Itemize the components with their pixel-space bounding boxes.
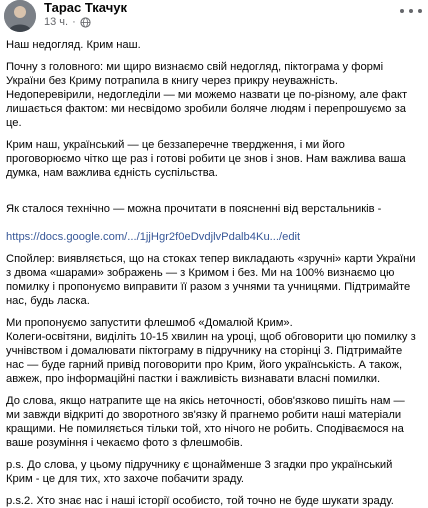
post-paragraph-with-link xyxy=(6,188,420,244)
post-paragraph: p.s.2. Хто знає нас і наші історії особисто, той точно не буде шукати зраду. xyxy=(6,495,394,507)
post-header xyxy=(0,0,428,34)
post-body xyxy=(6,38,420,508)
post-paragraph: Наш недогляд. Крим наш. xyxy=(6,39,141,51)
more-options-icon[interactable] xyxy=(400,4,422,18)
more-dot xyxy=(400,9,404,13)
post-meta xyxy=(44,16,91,29)
post-paragraph: Ми пропонуємо запустити флешмоб «Домалюй Крим». Колеги-освітяни, виділіть 10-15 хвилин на уроці, щоб обговорити цю помилку з учнівством і домалювати піктограму в підручнику на сторінці 3. Підтримайте нас — буде гарний привід поговорити про Крим, його українськість. А також, авжеж, про інформаційні пастки і важливість визнавати власні помилки. xyxy=(6,317,416,385)
avatar[interactable] xyxy=(4,0,36,32)
post-paragraph: Почну з головного: ми щиро визнаємо свій недогляд, піктограма у формі України без Криму потрапила в книгу через прикру неуважність. Недоперевірили, недогледіли — ми можемо назвати це по-різному, але факт лишається фактом: ми несвідомо зробили боляче людям і перепрошуємо за це. xyxy=(6,61,408,129)
meta-separator: · xyxy=(72,16,76,28)
globe-icon[interactable] xyxy=(80,17,91,28)
docs-link[interactable]: https://docs.google.com/.../1jjHgr2f0eDvdjlvPdalb4Ku.../edit xyxy=(6,231,301,243)
more-dot xyxy=(409,9,413,13)
post-paragraph: Спойлер: виявляється, що на стоках тепер викладають «зручні» карти України з двома «шарами» зображень — з Кримом і без. Ми на 100% визнаємо цю помилку і пропонуємо виправити її разом з учнями та учницями. Підтримайте нас, будь ласка. xyxy=(6,253,416,307)
author-name[interactable]: Тарас Ткачук xyxy=(44,0,128,15)
post-paragraph: Крим наш, український — це беззаперечне твердження, і ми його проговорюємо чітко ще раз і готові робити це знов і знов. Нам важлива ваша думка, нам важлива єдність суспільства. xyxy=(6,139,406,179)
post-paragraph-text: Як сталося технічно — можна прочитати в поясненні від верстальників - xyxy=(6,203,382,215)
post-paragraph: p.s. До слова, у цьому підручнику є щонайменше 3 згадки про український Крим - це для тих, хто захоче побачити зраду. xyxy=(6,459,393,485)
avatar-image xyxy=(4,0,36,32)
post-paragraph: До слова, якщо натрапите ще на якісь неточності, обов'язково пишіть нам — ми завжди відкриті до зворотного зв'язку й прагнемо робити наші матеріали кращими. Не помиляється тільки той, хто нічого не робить. Сподіваємося на ваше розуміння і чекаємо фото з флешмобів. xyxy=(6,395,405,449)
more-dot xyxy=(418,9,422,13)
post-time[interactable]: 13 ч. xyxy=(44,16,69,28)
